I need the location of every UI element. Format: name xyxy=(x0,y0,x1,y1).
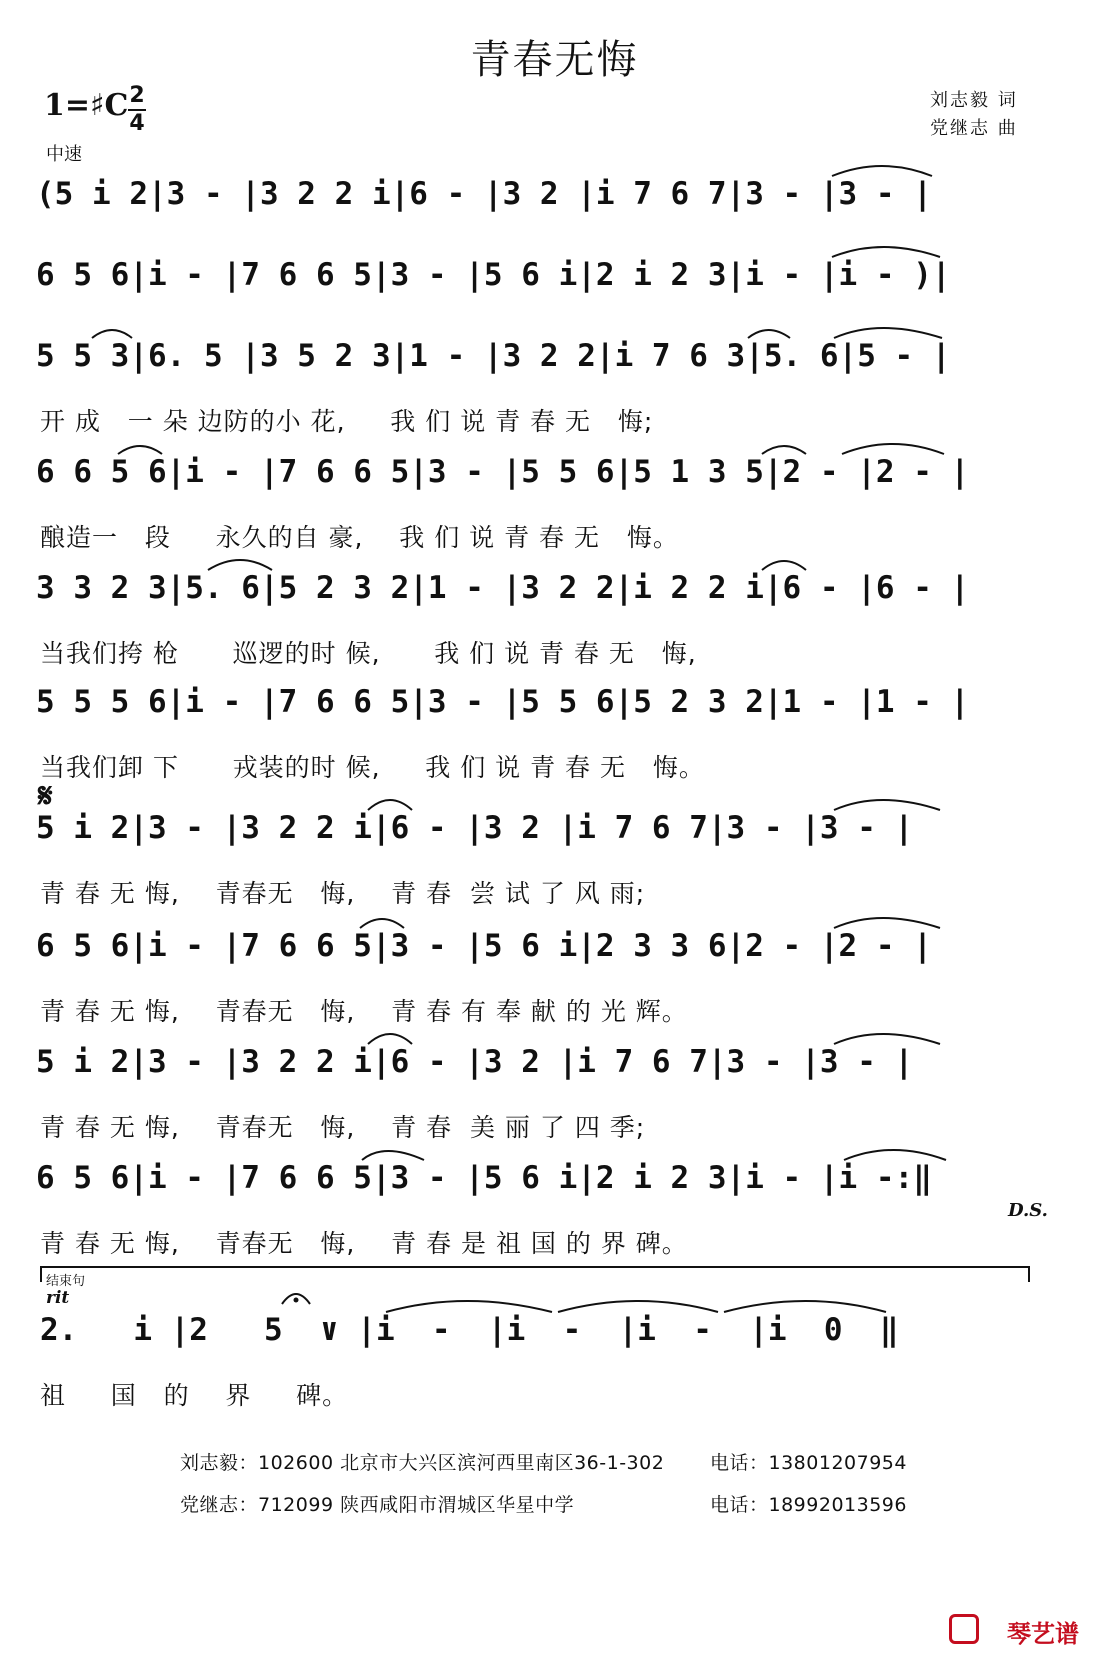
ending-bracket xyxy=(40,1266,1030,1282)
lyrics-line: 青 春 无 悔, 青春无 悔, 青 春 有 奉 献 的 光 辉。 xyxy=(40,997,688,1026)
coda-notation-line: 2. i |2 5 ∨ |i - |i - |i - |i 0 ‖ xyxy=(40,1312,899,1348)
score-system xyxy=(0,928,1109,1028)
tie xyxy=(208,560,272,570)
notation-line: (5 i 2|3 - |3 2 2 i|6 - |3 2 |i 7 6 7|3 - |3 - | xyxy=(36,176,932,212)
tie xyxy=(386,1301,552,1312)
coda-system xyxy=(0,1312,1109,1412)
score-system xyxy=(0,684,1109,784)
lyrics-line: 开 成 一 朵 边防的小 花, 我 们 说 青 春 无 悔; xyxy=(40,407,654,436)
meter-top: 2 xyxy=(129,83,145,108)
lyrics-line: 当我们卸 下 戎装的时 候, 我 们 说 青 春 无 悔。 xyxy=(40,753,705,782)
tie xyxy=(844,1150,946,1160)
tie xyxy=(832,166,932,176)
notation-line: 5 i 2|3 - |3 2 2 i|6 - |3 2 |i 7 6 7|3 - |3 - | xyxy=(36,810,914,846)
notation-line: 6 6 5 6|i - |7 6 6 5|3 - |5 5 6|5 1 3 5|2 - |2 - | xyxy=(36,454,970,490)
ritardando-marking: rit xyxy=(46,1288,70,1308)
composer-credit: 党继志 曲 xyxy=(930,118,1018,139)
tie xyxy=(368,1034,412,1044)
score-system xyxy=(0,810,1109,910)
notation-line: 3 3 2 3|5. 6|5 2 3 2|1 - |3 2 2|i 2 2 i|6 - |6 - | xyxy=(36,570,970,606)
tie xyxy=(762,446,806,454)
dal-segno-marking: D.S. xyxy=(1008,1200,1048,1221)
lyrics-line: 酿造一 段 永久的自 豪, 我 们 说 青 春 无 悔。 xyxy=(40,523,679,552)
meter-bottom: 4 xyxy=(129,111,145,136)
notation-line: 6 5 6|i - |7 6 6 5|3 - |5 6 i|2 i 2 3|i - |i - )| xyxy=(36,257,951,293)
composer-phone: 电话：18992013596 xyxy=(710,1494,907,1516)
notation-line: 6 5 6|i - |7 6 6 5|3 - |5 6 i|2 i 2 3|i - |i -:‖ xyxy=(36,1160,932,1196)
lyrics-line: 青 春 无 悔, 青春无 悔, 青 春 是 祖 国 的 界 碑。 xyxy=(40,1229,688,1258)
key-signature: 1=♯C xyxy=(44,88,129,123)
lyricist-contact: 刘志毅：102600 北京市大兴区滨河西里南区36-1-302 xyxy=(180,1452,665,1474)
lyrics-line: 青 春 无 悔, 青春无 悔, 青 春 美 丽 了 四 季; xyxy=(40,1113,646,1142)
tie xyxy=(834,1034,940,1044)
tie xyxy=(360,919,404,928)
fermata-dot xyxy=(294,1298,299,1303)
brand-logo-icon xyxy=(949,1614,979,1644)
tempo-marking: 中速 xyxy=(46,144,82,165)
segno-sign: 𝄋 xyxy=(38,776,53,816)
page-title: 青春无悔 xyxy=(470,37,639,83)
tie xyxy=(762,561,806,570)
composer-contact: 党继志：712099 陕西咸阳市渭城区华星中学 xyxy=(180,1494,575,1516)
notation-line: 5 5 3|6. 5 |3 5 2 3|1 - |3 2 2|i 7 6 3|5. 6|5 - | xyxy=(36,338,951,374)
notation-line: 5 i 2|3 - |3 2 2 i|6 - |3 2 |i 7 6 7|3 - |3 - | xyxy=(36,1044,914,1080)
tie xyxy=(842,444,944,454)
score-system xyxy=(0,1044,1109,1144)
ending-label: 结束句 xyxy=(46,1274,86,1289)
score-system xyxy=(0,1160,1109,1260)
notation-line: 6 5 6|i - |7 6 6 5|3 - |5 6 i|2 3 3 6|2 - |2 - | xyxy=(36,928,932,964)
notation-line: 5 5 5 6|i - |7 6 6 5|3 - |5 5 6|5 2 3 2|1 - |1 - | xyxy=(36,684,970,720)
lyrics-line: 青 春 无 悔, 青春无 悔, 青 春 尝 试 了 风 雨; xyxy=(40,879,646,908)
score-system xyxy=(0,338,1109,438)
tie xyxy=(558,1301,718,1312)
lyrics-line: 当我们挎 枪 巡逻的时 候, 我 们 说 青 春 无 悔, xyxy=(40,639,697,668)
fermata-icon xyxy=(282,1294,310,1304)
tie xyxy=(368,800,412,810)
tie xyxy=(834,800,940,810)
tie xyxy=(724,1301,886,1312)
brand-name: 琴艺谱 xyxy=(1007,1620,1079,1648)
lyricist-phone: 电话：13801207954 xyxy=(710,1452,907,1474)
tie xyxy=(118,446,162,454)
coda-lyrics-line: 祖 国 的 界 碑。 xyxy=(40,1381,349,1410)
lyricist-credit: 刘志毅 词 xyxy=(930,90,1018,111)
tie xyxy=(834,918,940,928)
time-signature xyxy=(128,84,146,136)
score-system xyxy=(0,570,1109,670)
tie xyxy=(362,1151,424,1160)
score-system xyxy=(0,454,1109,554)
